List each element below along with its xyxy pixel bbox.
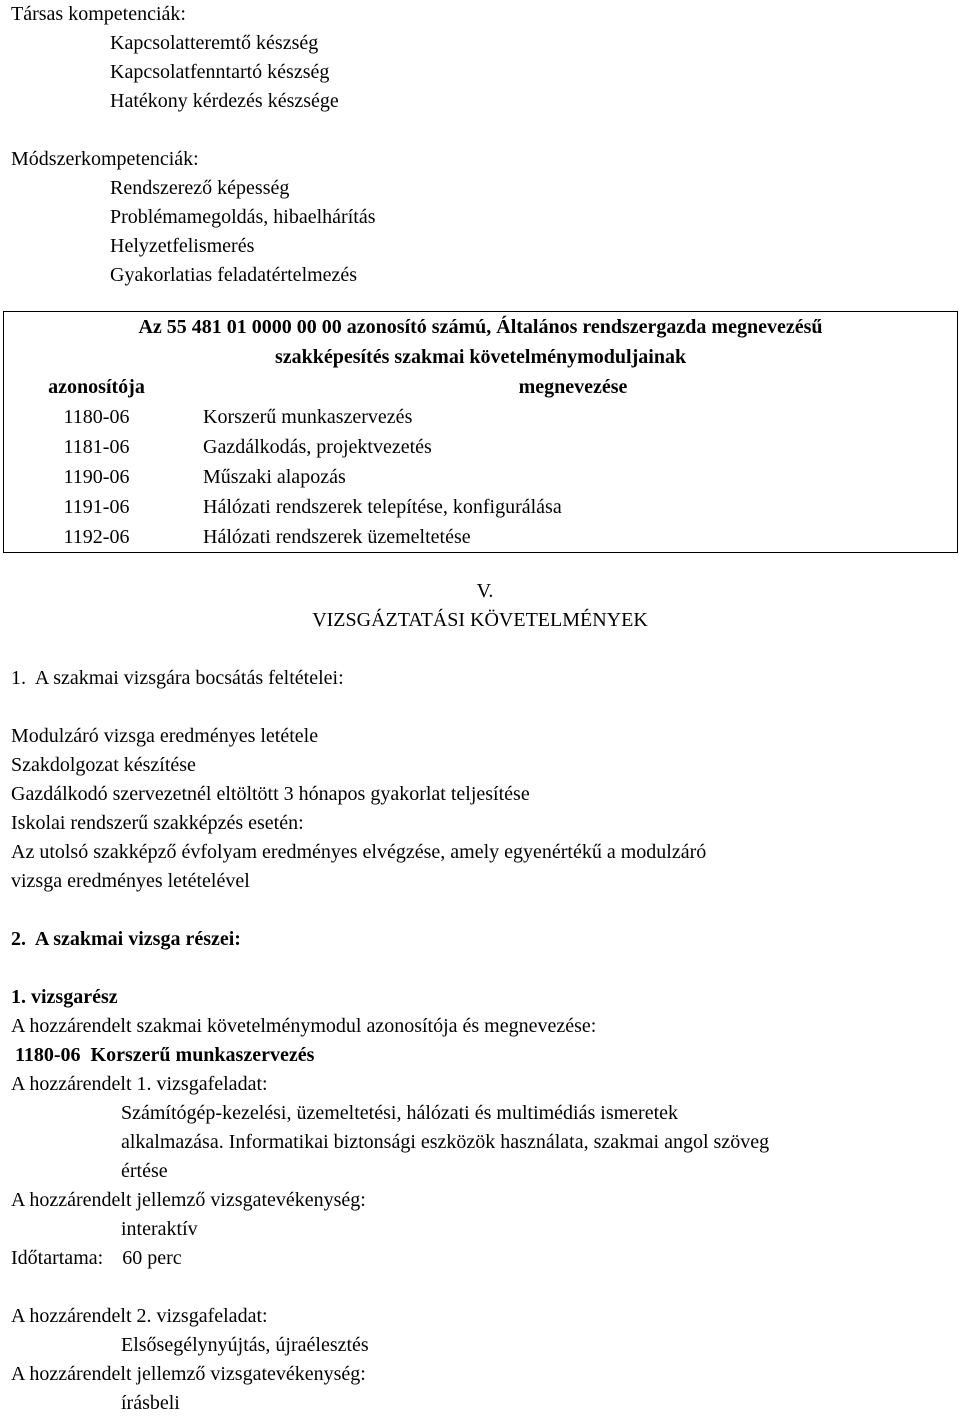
module-id: 1192-06 [63,525,130,548]
module-name: Hálózati rendszerek telepítése, konfigurálása [203,495,562,518]
table-row [4,522,958,553]
module-id: 1191-06 [63,495,130,518]
module-name: Korszerű munkaszervezés [203,405,413,428]
task1-label: A hozzárendelt 1. vizsgafeladat: [11,1073,268,1095]
task1-description: értése [121,1160,168,1182]
document-page [11,0,956,290]
method-item: Rendszerező képesség [110,177,290,199]
social-item: Hatékony kérdezés készsége [110,90,339,112]
activity-label: A hozzárendelt jellemző vizsgatevékenység: [11,1363,366,1385]
activity-label: A hozzárendelt jellemző vizsgatevékenység: [11,1189,366,1211]
method-item: Gyakorlatias feladatértelmezés [110,264,358,286]
duration-row [11,1244,956,1273]
table-caption-line1: Az 55 481 01 0000 00 00 azonosító számú, Általános rendszergazda megnevezésű [138,315,823,338]
condition-line: Modulzáró vizsga eredményes letétele [11,725,319,747]
condition-line: Szakdolgozat készítése [11,754,196,776]
chapter-heading [0,577,960,635]
table-caption-line2: szakképesítés szakmai követelménymoduljainak [274,345,687,368]
duration-label: Időtartama: [11,1247,104,1269]
table-row [4,462,958,492]
method-item: Helyzetfelismerés [110,235,255,257]
section1-heading: 1. A szakmai vizsgára bocsátás feltételei: [11,667,344,689]
task2-activity: írásbeli [121,1392,180,1414]
condition-line: Gazdálkodó szervezetnél eltöltött 3 hónapos gyakorlat teljesítése [11,783,530,805]
chapter-title: VIZSGÁZTATÁSI KÖVETELMÉNYEK [312,609,648,631]
table-row [4,402,958,432]
table-row [4,432,958,462]
social-competences-title: Társas kompetenciák: [11,3,186,25]
module-name: Műszaki alapozás [203,465,346,488]
exam-requirements [11,664,956,1418]
task1-description: alkalmazása. Informatikai biztonsági eszközök használata, szakmai angol szöveg [121,1131,770,1153]
column-header-name: megnevezése [518,375,628,398]
task1-description: Számítógép-kezelési, üzemeltetési, hálózati és multimédiás ismeretek [121,1102,679,1124]
module-name: Gazdálkodás, projektvezetés [203,435,432,458]
condition-line: Az utolsó szakképző évfolyam eredményes elvégzése, amely egyenértékű a modulzáró [11,841,707,863]
social-item: Kapcsolatteremtő készség [110,32,319,54]
task2-label: A hozzárendelt 2. vizsgafeladat: [11,1305,268,1327]
condition-line: vizsga eredményes letételével [11,870,250,892]
module-id: 1190-06 [63,465,130,488]
method-item: Problémamegoldás, hibaelhárítás [110,206,376,228]
module-reference: 1180-06 Korszerű munkaszervezés [15,1044,315,1066]
exam-part-title: 1. vizsgarész [11,986,118,1008]
chapter-number: V. [476,580,494,602]
table-row [4,492,958,522]
module-id: 1180-06 [63,405,130,428]
task1-activity: interaktív [121,1218,198,1240]
module-name: Hálózati rendszerek üzemeltetése [203,525,471,548]
duration-value: 60 perc [122,1247,182,1269]
section2-heading: 2. A szakmai vizsga részei: [11,928,241,950]
column-header-id: azonosítója [48,375,145,398]
module-id: 1181-06 [63,435,130,458]
module-intro: A hozzárendelt szakmai követelménymodul azonosítója és megnevezése: [11,1015,597,1037]
module-table [3,311,958,553]
task2-description: Elsősegélynyújtás, újraélesztés [121,1334,369,1356]
condition-line: Iskolai rendszerű szakképzés esetén: [11,812,304,834]
social-item: Kapcsolatfenntartó készség [110,61,330,83]
method-competences-title: Módszerkompetenciák: [11,148,199,170]
